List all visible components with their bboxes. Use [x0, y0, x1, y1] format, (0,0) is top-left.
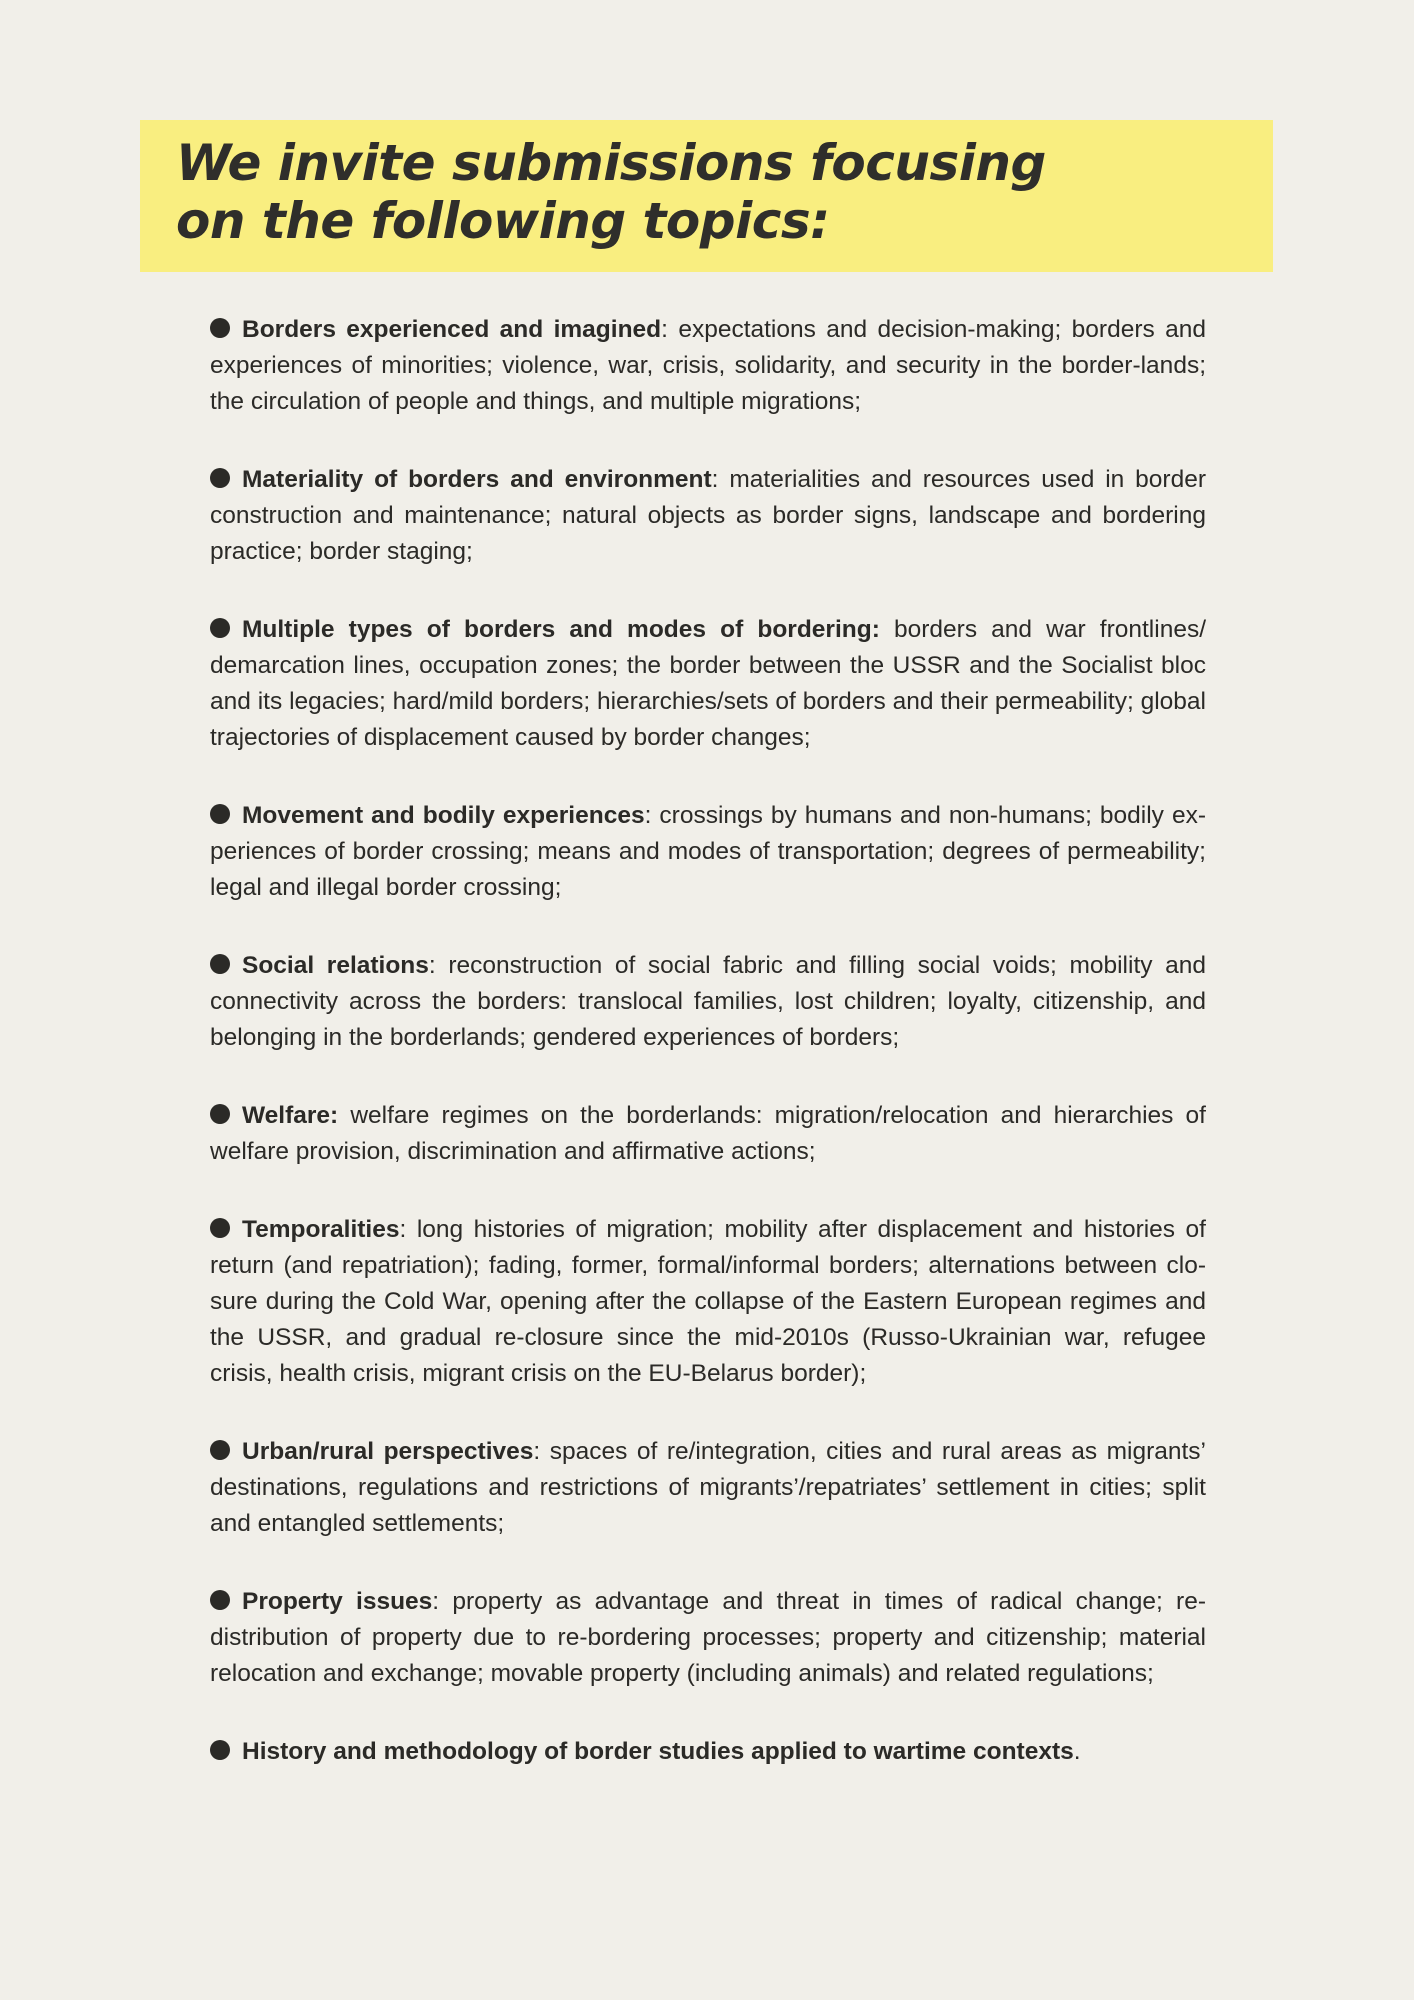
- topic-separator: :: [432, 1588, 440, 1615]
- title-line-1: We invite submissions focusing: [176, 134, 1046, 192]
- topic-description: long histories of migration; mobility after displacement and histories of return (and repatriation); fading, former, formal/informal borders; alternations between clo-sure during the Cold War, opening after the collapse of the Eastern European regimes and the USSR, and gradual re-closure since the mid-2010s (Russo-Ukrainian war, refugee crisis, health crisis, migrant crisis on the EU-Belarus border);: [210, 1216, 1206, 1387]
- topic-item: [210, 1584, 1206, 1692]
- bullet-icon: [210, 468, 230, 488]
- topic-item: [210, 1212, 1206, 1392]
- bullet-icon: [210, 954, 230, 974]
- bullet-icon: [210, 1218, 230, 1238]
- bullet-icon: [210, 1740, 230, 1760]
- topic-heading: Temporalities: [242, 1216, 400, 1243]
- topic-description: expectations and decision-making; borders and experiences of minorities; violence, war, crisis, solidarity, and security in the border-lands; the circulation of people and things, and multiple migrations;: [210, 316, 1206, 415]
- bullet-icon: [210, 1104, 230, 1124]
- topic-item: [210, 462, 1206, 570]
- bullet-icon: [210, 804, 230, 824]
- topic-item: [210, 948, 1206, 1056]
- topic-item: [210, 612, 1206, 756]
- topic-item: [210, 1734, 1206, 1770]
- bullet-icon: [210, 1440, 230, 1460]
- topic-separator: :: [644, 802, 652, 829]
- topic-item: [210, 1098, 1206, 1170]
- topic-item: [210, 798, 1206, 906]
- bullet-icon: [210, 618, 230, 638]
- topic-heading: Welfare:: [242, 1102, 339, 1129]
- topic-heading: Materiality of borders and environment: [242, 466, 712, 493]
- topic-heading: Multiple types of borders and modes of bordering:: [242, 616, 880, 643]
- topic-heading: Urban/rural perspectives: [242, 1438, 534, 1465]
- topic-heading: Social relations: [242, 952, 429, 979]
- topic-description: crossings by humans and non-humans; bodily ex-periences of border crossing; means and modes of transportation; degrees of permeability; legal and illegal border crossing;: [210, 802, 1206, 901]
- topic-item: [210, 312, 1206, 420]
- topic-separator: :: [661, 316, 668, 343]
- topic-item: [210, 1434, 1206, 1542]
- page-title: [176, 134, 1273, 250]
- topic-heading: Movement and bodily experiences: [242, 802, 645, 829]
- bullet-icon: [210, 318, 230, 338]
- topic-description: property as advantage and threat in times of radical change; re-distribution of property due to re-bordering processes; property and citizenship; material relocation and exchange; movable property (including animals) and related regulations;: [210, 1588, 1206, 1687]
- topic-heading: Property issues: [242, 1588, 433, 1615]
- topic-description: welfare regimes on the borderlands: migration/relocation and hierarchies of welfare provision, discrimination and affirmative actions;: [210, 1102, 1206, 1165]
- topic-description: borders and war frontlines/ demarcation lines, occupation zones; the border between the USSR and the Socialist bloc and its legacies; hard/mild borders; hierarchies/sets of borders and their permeability; global trajectories of displacement caused by border changes;: [210, 616, 1206, 751]
- bullet-icon: [210, 1590, 230, 1610]
- title-banner: [140, 120, 1273, 272]
- topic-separator: .: [1073, 1738, 1081, 1765]
- topic-heading: Borders experienced and imagined: [242, 316, 662, 343]
- topic-description: reconstruction of social fabric and filling social voids; mobility and connectivity across the borders: translocal families, lost children; loyalty, citizenship, and belonging in the borderlands; gendered experiences of borders;: [210, 952, 1206, 1051]
- topic-description: spaces of re/integration, cities and rural areas as migrants’ destinations, regulations and restrictions of migrants’/repatriates’ settlement in cities; split and entangled settlements;: [210, 1438, 1206, 1537]
- title-line-2: on the following topics:: [176, 192, 830, 250]
- topic-separator: :: [711, 466, 719, 493]
- topic-separator: :: [533, 1438, 541, 1465]
- topic-separator: :: [399, 1216, 407, 1243]
- topic-list: [210, 312, 1206, 1770]
- topic-heading: History and methodology of border studies applied to wartime contexts: [242, 1738, 1074, 1765]
- topic-description: materialities and resources used in border construction and maintenance; natural objects as border signs, landscape and bordering practice; border staging;: [210, 466, 1206, 565]
- topic-separator: :: [428, 952, 436, 979]
